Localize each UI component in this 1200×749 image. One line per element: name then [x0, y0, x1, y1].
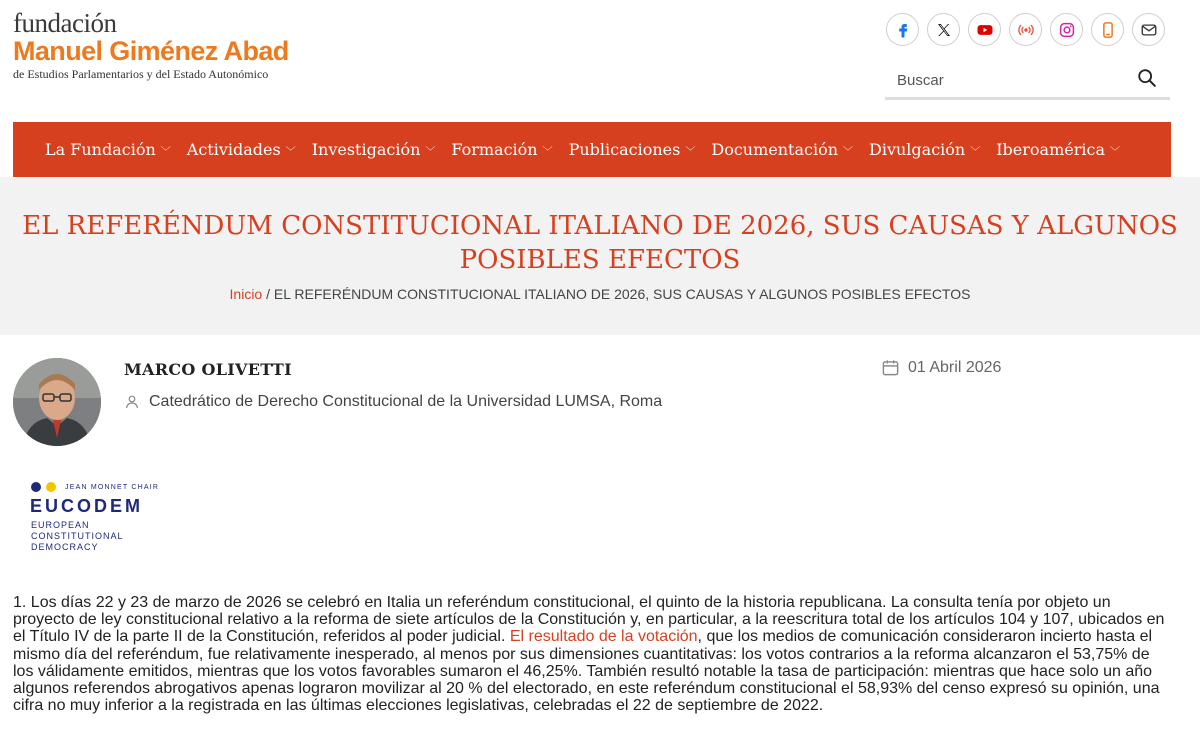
- publish-date: [881, 358, 1001, 377]
- breadcrumb: [0, 286, 1200, 302]
- youtube-link[interactable]: [968, 13, 1001, 46]
- page-title-line-1: EL REFERÉNDUM CONSTITUCIONAL ITALIANO DE 2026, SUS CAUSAS Y ALGUNOS: [22, 211, 1178, 241]
- result-link[interactable]: El resultado de la votación: [509, 628, 698, 646]
- mobile-app-link[interactable]: [1091, 13, 1124, 46]
- x-link[interactable]: [927, 13, 960, 46]
- nav-item-iberoamerica[interactable]: [996, 140, 1120, 159]
- article-paragraph: [13, 594, 1173, 714]
- eucodem-sub-1: EUROPEAN: [31, 520, 90, 530]
- breadcrumb-separator: /: [262, 286, 274, 302]
- nav-item-publicaciones[interactable]: [569, 140, 696, 159]
- nav-label: Formación: [451, 140, 538, 159]
- nav-label: Documentación: [711, 140, 839, 159]
- nav-item-la-fundacion[interactable]: [45, 140, 171, 159]
- chevron-down-icon: ﹀: [160, 147, 171, 158]
- nav-item-documentacion[interactable]: [711, 140, 853, 159]
- eucodem-chair-label: JEAN MONNET CHAIR: [65, 484, 160, 491]
- nav-item-divulgacion[interactable]: [869, 140, 980, 159]
- eucodem-sub-2: CONSTITUTIONAL: [31, 531, 124, 541]
- chevron-down-icon: ﹀: [425, 147, 436, 158]
- breadcrumb-home-link[interactable]: Inicio: [229, 286, 263, 302]
- author-photo: [13, 358, 101, 446]
- x-icon: [935, 21, 953, 39]
- page-title-line-2: POSIBLES EFECTOS: [459, 245, 741, 275]
- author-role-text: Catedrático de Derecho Constitucional de la Universidad LUMSA, Roma: [149, 393, 663, 410]
- main-nav: [13, 122, 1171, 177]
- nav-label: La Fundación: [45, 140, 156, 159]
- nav-label: Actividades: [186, 140, 281, 159]
- logo-line-name[interactable]: Manuel Giménez Abad: [13, 36, 289, 66]
- logo-line-fundacion[interactable]: fundación: [13, 8, 117, 38]
- podcast-icon: [1017, 21, 1035, 39]
- instagram-icon: [1058, 21, 1076, 39]
- publish-date-text: 01 Abril 2026: [908, 358, 1002, 376]
- instagram-link[interactable]: [1050, 13, 1083, 46]
- yellow-dot-icon: [46, 482, 56, 492]
- eucodem-logo-subtitle: [31, 520, 124, 553]
- nav-label: Investigación: [311, 140, 421, 159]
- eucodem-sub-3: DEMOCRACY: [31, 542, 99, 552]
- calendar-icon: [881, 358, 900, 377]
- nav-item-actividades[interactable]: [187, 140, 296, 159]
- chevron-down-icon: ﹀: [970, 147, 981, 158]
- eucodem-logo-name: EUCODEM: [30, 496, 144, 516]
- author-role: [124, 393, 662, 411]
- page-title: [0, 209, 1200, 277]
- paragraph-text: 1. Los días 22 y 23 de marzo de 2026 se celebró en Italia un referéndum constitucional, el quinto de la historia republicana. La consulta tenía por objeto un proyecto de ley constitucional relativo a la reforma de siete artículos de la Constitución y, en particular, a la reescritura total de los artículos 104 y 107, ubicados en el Título IV de la parte II de la Constitución, referidos al poder judicial.: [13, 594, 1165, 646]
- logo-line-subtitle: de Estudios Parlamentarios y del Estado Autonómico: [13, 67, 269, 81]
- nav-item-formacion[interactable]: [451, 140, 552, 159]
- paragraph-text: , que los medios de comunicación consideraron incierto hasta el mismo día del referéndum, fue relativamente inesperado, al menos por sus dimensiones cuantitativas: los votos contrarios a la reforma alcanzaron el 53,75% de los válidamente emitidos, mientras que los votos favorables sumaron el 46,25%. También resultó notable la tasa de participación: mientras que hace solo un año algunos referendos abrogativos apenas lograron movilizar al 20 % del electorado, en este referéndum constitucional el 58,93% del censo expresó su opinión, una cifra no muy inferior a la registrada en las últimas elecciones legislativas, celebradas el 22 de septiembre de 2022.: [13, 628, 1160, 715]
- chevron-down-icon: ﹀: [685, 147, 696, 158]
- blue-dot-icon: [31, 482, 41, 492]
- youtube-icon: [976, 21, 994, 39]
- chevron-down-icon: ﹀: [542, 147, 553, 158]
- facebook-link[interactable]: [886, 13, 919, 46]
- eucodem-logo-dots: [31, 482, 56, 492]
- mail-icon: [1140, 21, 1158, 39]
- search-icon[interactable]: [1136, 67, 1158, 89]
- chevron-down-icon: ﹀: [1109, 147, 1120, 158]
- chevron-down-icon: ﹀: [843, 147, 854, 158]
- nav-label: Publicaciones: [568, 140, 681, 159]
- chevron-down-icon: ﹀: [285, 147, 296, 158]
- mail-link[interactable]: [1132, 13, 1165, 46]
- facebook-icon: [894, 21, 912, 39]
- nav-item-investigacion[interactable]: [312, 140, 436, 159]
- nav-label: Divulgación: [869, 140, 966, 159]
- search-input[interactable]: [895, 68, 1129, 92]
- breadcrumb-current: EL REFERÉNDUM CONSTITUCIONAL ITALIANO DE 2026, SUS CAUSAS Y ALGUNOS POSIBLES EFECTOS: [273, 286, 971, 302]
- social-links: [886, 13, 1165, 46]
- author-name[interactable]: MARCO OLIVETTI: [124, 360, 292, 379]
- podcast-link[interactable]: [1009, 13, 1042, 46]
- author-avatar: [13, 358, 101, 446]
- user-icon: [124, 394, 140, 410]
- search-box: [885, 60, 1170, 100]
- nav-label: Iberoamérica: [996, 140, 1105, 159]
- mobile-icon: [1099, 21, 1117, 39]
